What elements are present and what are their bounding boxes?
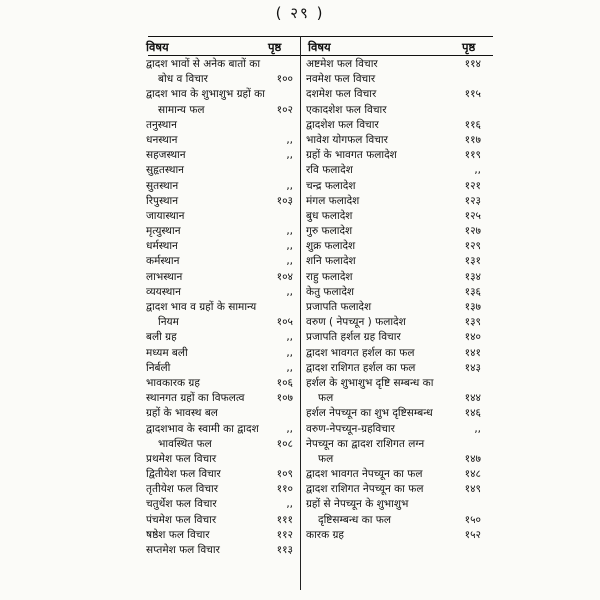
entry-page-number: ,, [286, 331, 293, 344]
entry-page-number: ,, [286, 255, 293, 268]
entry-page-number: ११६ [464, 118, 481, 131]
left-subject-header: विषय [146, 40, 169, 54]
entry-title: फल [318, 392, 334, 405]
entry-title: प्रजापति हर्शल ग्रह विचार [306, 331, 401, 344]
index-entry [306, 391, 481, 406]
index-entry [306, 467, 481, 482]
entry-title: द्वादश भावगत नेपच्यून का फल [306, 468, 423, 481]
entry-page-number: ,, [286, 225, 293, 238]
index-entry [306, 497, 461, 512]
entry-page-number: ११४ [464, 58, 481, 70]
index-entry [146, 437, 301, 452]
index-entry [146, 300, 301, 315]
entry-title: मृत्युस्थान [146, 225, 181, 238]
entry-title: जायास्थान [146, 209, 185, 222]
entry-title: द्वादश भावों से अनेक बातों का [146, 58, 261, 70]
entry-page-number: १३४ [464, 270, 481, 283]
index-entry [146, 209, 301, 224]
entry-page-number: ११० [276, 483, 293, 496]
index-entry [146, 179, 301, 194]
index-entry [306, 513, 481, 528]
entry-page-number: १११ [276, 513, 293, 526]
index-entry [306, 528, 481, 543]
entry-title: ग्रहों से नेपच्यून के शुभाशुभ [306, 498, 409, 511]
index-entry [306, 376, 461, 391]
entry-title: लाभस्थान [146, 270, 183, 283]
entry-page-number: १०२ [276, 103, 293, 116]
entry-page-number: ११७ [464, 133, 481, 146]
index-entry [146, 467, 301, 482]
index-entry [306, 224, 481, 239]
index-entry [306, 315, 481, 330]
entry-title: सप्तमेश फल विचार [146, 544, 220, 556]
entry-title: व्ययस्थान [146, 285, 181, 298]
index-entry [146, 330, 301, 345]
entry-title: गुरु फलादेश [306, 225, 353, 238]
index-entry [306, 57, 481, 72]
index-entry [146, 254, 301, 269]
index-entry [146, 194, 301, 209]
entry-page-number: १०५ [276, 316, 293, 329]
entry-page-number: १२९ [464, 240, 481, 253]
entry-title: सहजस्थान [146, 149, 186, 162]
index-entry [146, 482, 301, 497]
index-entry [146, 406, 301, 421]
entry-title: अष्टमेश फल विचार [306, 58, 378, 70]
index-entry [146, 528, 301, 543]
entry-title: बोध व विचार [158, 73, 208, 86]
entry-title: प्रथमेश फल विचार [146, 452, 217, 465]
index-entry [146, 239, 301, 254]
index-entry [306, 133, 481, 148]
entry-title: मध्यम बली [146, 346, 188, 359]
entry-page-number: १४३ [464, 361, 481, 374]
index-entry [306, 300, 481, 315]
entry-title: चतुर्थेश फल विचार [146, 498, 217, 511]
entry-page-number: १३१ [464, 255, 481, 268]
index-entry [306, 87, 481, 102]
index-entry [306, 239, 481, 254]
index-entry [146, 346, 301, 361]
index-entry [306, 179, 481, 194]
index-entry [146, 72, 301, 87]
entry-page-number: ,, [286, 422, 293, 435]
page-number: ( २९ ) [275, 4, 325, 22]
left-column [146, 57, 301, 592]
entry-title: सुहृतस्थान [146, 164, 184, 177]
entry-page-number: ,, [286, 179, 293, 192]
entry-page-number: १५२ [464, 528, 481, 541]
index-entry [146, 87, 301, 102]
entry-page-number: १३९ [464, 316, 481, 329]
entry-title: षष्ठेश फल विचार [146, 528, 210, 541]
index-entry [306, 437, 461, 452]
entry-title: नवमेश फल विचार [306, 73, 376, 86]
entry-page-number: ,, [286, 361, 293, 374]
index-entry [146, 422, 301, 437]
entry-title: द्वादश राशिगत हर्शल का फल [306, 361, 416, 374]
index-entry [306, 72, 461, 87]
entry-title: दशमेश फल विचार [306, 88, 377, 101]
entry-title: चन्द्र फलादेश [306, 179, 356, 192]
entry-title: तृतीयेश फल विचार [146, 483, 219, 496]
entry-title: वरुण ( नेपच्यून ) फलादेश [306, 316, 406, 329]
entry-title: द्वादश भावगत हर्शल का फल [306, 346, 415, 359]
index-entry [146, 543, 301, 558]
entry-page-number: ११९ [464, 149, 481, 162]
entry-title: ग्रहों के भावगत फलादेश [306, 149, 397, 162]
entry-page-number: १३६ [464, 285, 481, 298]
entry-page-number: १२३ [464, 194, 481, 207]
entry-title: भावकारक ग्रह [146, 376, 200, 389]
entry-title: शनि फलादेश [306, 255, 356, 268]
index-entry [306, 452, 481, 467]
entry-title: द्वादशेश फल विचार [306, 118, 379, 131]
entry-page-number: ,, [474, 164, 481, 177]
index-entry [146, 163, 301, 178]
index-entry [146, 497, 301, 512]
entry-page-number: ११३ [276, 544, 293, 556]
entry-title: एकादशेश फल विचार [306, 103, 387, 116]
entry-title: सुतस्थान [146, 179, 179, 192]
index-entry [306, 270, 481, 285]
entry-page-number: ,, [474, 422, 481, 435]
entry-page-number: १०३ [276, 194, 293, 207]
entry-page-number: १५० [464, 513, 481, 526]
entry-title: ग्रहों के भावस्थ बल [146, 407, 218, 420]
entry-title: धनस्थान [146, 133, 178, 146]
entry-page-number: १४४ [464, 392, 481, 405]
index-entry [146, 315, 301, 330]
entry-page-number: ११२ [276, 528, 293, 541]
entry-page-number: ,, [286, 149, 293, 162]
entry-title: नेपच्यून का द्वादश राशिगत लग्न [306, 437, 425, 450]
index-entry [146, 118, 301, 133]
index-entry [306, 422, 481, 437]
entry-page-number: ,, [286, 133, 293, 146]
entry-title: भावस्थित फल [158, 437, 212, 450]
entry-title: पंचमेश फल विचार [146, 513, 217, 526]
index-entry [146, 361, 301, 376]
entry-page-number: १२७ [464, 225, 481, 238]
entry-page-number: १०९ [276, 468, 293, 481]
entry-page-number: ११५ [464, 88, 481, 101]
index-entry [306, 118, 481, 133]
index-entry [146, 376, 301, 391]
entry-page-number: १४९ [464, 483, 481, 496]
entry-page-number: ,, [286, 498, 293, 511]
index-entry [146, 224, 301, 239]
entry-title: स्थानगत ग्रहों का विफलत्व [146, 392, 245, 405]
entry-title: दृष्टिसम्बन्ध का फल [318, 513, 391, 526]
entry-title: द्वादश राशिगत नेपच्यून का फल [306, 483, 424, 496]
entry-title: रिपुस्थान [146, 194, 179, 207]
entry-title: द्वादशभाव के स्वामी का द्वादश [146, 422, 259, 435]
entry-title: नियम [158, 316, 179, 329]
entry-title: सामान्य फल [158, 103, 205, 116]
index-entry [306, 194, 481, 209]
entry-page-number: १३७ [464, 301, 481, 313]
entry-title: बुध फलादेश [306, 209, 353, 222]
entry-title: धर्मस्थान [146, 240, 178, 253]
right-subject-header: विषय [308, 40, 331, 54]
entry-page-number: १०८ [276, 437, 293, 450]
index-entry [146, 57, 301, 72]
entry-title: मंगल फलादेश [306, 194, 360, 207]
entry-title: कारक ग्रह [306, 528, 344, 541]
entry-title: फल [318, 452, 334, 465]
entry-page-number: १२१ [464, 179, 481, 192]
index-entry [306, 346, 481, 361]
entry-page-number: १४८ [464, 468, 481, 481]
entry-page-number: ,, [286, 346, 293, 359]
entry-title: राहु फलादेश [306, 270, 353, 283]
index-entry [146, 103, 301, 118]
entry-title: द्वादश भाव व ग्रहों के सामान्य [146, 301, 257, 313]
entry-title: द्वितीयेश फल विचार [146, 468, 221, 481]
entry-title: द्वादश भाव के शुभाशुभ ग्रहों का [146, 88, 265, 101]
entry-title: प्रजापति फलादेश [306, 301, 372, 313]
index-entry [306, 285, 481, 300]
top-rule [148, 36, 493, 37]
entry-page-number: १०० [276, 73, 293, 86]
entry-page-number: ,, [286, 240, 293, 253]
entry-title: निर्बली [146, 361, 171, 374]
entry-title: हर्शल के शुभाशुभ दृष्टि सम्बन्ध का [306, 376, 434, 389]
entry-title: शुक्र फलादेश [306, 240, 356, 253]
header-rule [148, 55, 493, 56]
entry-title: वरुण-नेपच्यून-ग्रहविचार [306, 422, 395, 435]
index-entry [146, 513, 301, 528]
entry-page-number: १०४ [276, 270, 293, 283]
entry-page-number: १०६ [276, 376, 293, 389]
entry-title: रवि फलादेश [306, 164, 353, 177]
entry-title: बली ग्रह [146, 331, 177, 344]
right-page-header: पृष्ठ [462, 40, 476, 54]
entry-title: भावेश योगफल विचार [306, 133, 388, 146]
index-entry [146, 148, 301, 163]
index-entry [146, 285, 301, 300]
index-entry [146, 452, 301, 467]
entry-title: कर्मस्थान [146, 255, 180, 268]
index-entry [306, 103, 461, 118]
index-entry [146, 133, 301, 148]
entry-page-number: ,, [286, 285, 293, 298]
right-column [306, 57, 481, 592]
index-entry [306, 163, 481, 178]
index-entry [306, 209, 481, 224]
entry-page-number: १४६ [464, 407, 481, 420]
left-page-header: पृष्ठ [268, 40, 282, 54]
index-entry [146, 270, 301, 285]
index-entry [306, 406, 481, 421]
entry-page-number: १४७ [464, 452, 481, 465]
entry-page-number: १४० [464, 331, 481, 344]
index-entry [306, 330, 481, 345]
entry-page-number: १०७ [276, 392, 293, 405]
index-entry [306, 361, 481, 376]
index-entry [306, 482, 481, 497]
entry-page-number: १२५ [464, 209, 481, 222]
entry-page-number: १४१ [464, 346, 481, 359]
index-entry [306, 254, 481, 269]
entry-title: केतु फलादेश [306, 285, 355, 298]
index-entry [306, 148, 481, 163]
entry-title: तनुस्थान [146, 118, 177, 131]
index-entry [146, 391, 301, 406]
entry-title: हर्शल नेपच्यून का शुभ दृष्टिसम्बन्ध [306, 407, 433, 420]
